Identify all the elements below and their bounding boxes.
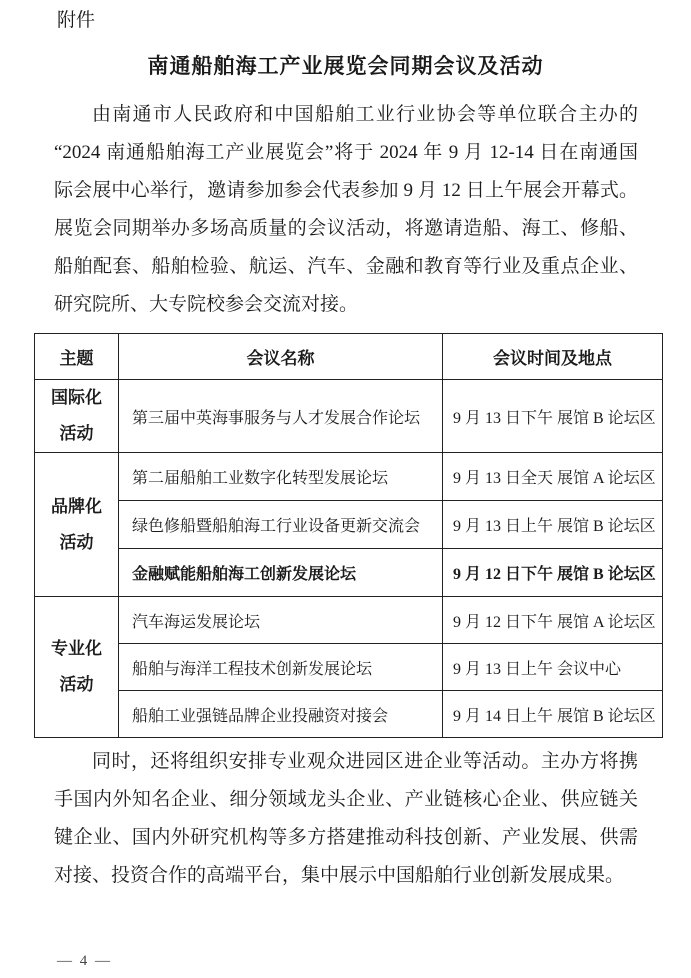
table-row [35, 691, 663, 738]
meeting-name-cell: 第二届船舶工业数字化转型发展论坛 [119, 453, 443, 501]
meeting-name-cell: 船舶与海洋工程技术创新发展论坛 [119, 644, 443, 691]
intro-line: 船舶配套、船舶检验、航运、汽车、金融和教育等行业及重点企业、 [54, 256, 638, 277]
intro-line: “2024 南通船舶海工产业展览会”将于 2024 年 9 月 12-14 日在南通国 [54, 142, 638, 163]
theme-line: 国际化 [51, 388, 102, 408]
meeting-time-cell: 9 月 13 日上午 展馆 B 论坛区 [443, 501, 663, 549]
table-row [35, 597, 663, 644]
header-time-place: 会议时间及地点 [443, 334, 663, 380]
table-row [35, 453, 663, 501]
outro-paragraph [54, 743, 638, 895]
intro-line: 展览会同期举办多场高质量的会议活动，将邀请造船、海工、修船、 [54, 218, 638, 239]
meeting-name-cell: 金融赋能船舶海工创新发展论坛 [119, 549, 443, 597]
meeting-time-cell: 9 月 13 日上午 会议中心 [443, 644, 663, 691]
theme-line: 活动 [59, 424, 94, 443]
meeting-time-cell: 9 月 12 日下午 展馆 A 论坛区 [443, 597, 663, 644]
intro-line: 由南通市人民政府和中国船舶工业行业协会等单位联合主办的 [92, 104, 638, 125]
theme-line: 专业化 [51, 639, 102, 659]
outro-line: 手国内外知名企业、细分领域龙头企业、产业链核心企业、供应链关 [54, 789, 638, 810]
outro-line: 键企业、国内外研究机构等多方搭建推动科技创新、产业发展、供需 [54, 827, 638, 848]
table-row [35, 501, 663, 549]
attachment-label: 附件 [57, 10, 96, 31]
header-theme: 主题 [35, 334, 119, 380]
theme-line: 品牌化 [51, 496, 102, 516]
theme-line: 活动 [59, 532, 94, 552]
table-header-row [35, 334, 663, 380]
document-title: 南通船舶海工产业展览会同期会议及活动 [147, 54, 544, 78]
meeting-time-cell: 9 月 14 日上午 展馆 B 论坛区 [443, 691, 663, 738]
intro-line: 际会展中心举行，邀请参加参会代表参加 9 月 12 日上午展会开幕式。 [54, 180, 638, 201]
theme-cell-international [35, 380, 119, 453]
theme-cell-brand [35, 453, 119, 597]
table-row-emphasized [35, 549, 663, 597]
header-meeting-name: 会议名称 [119, 334, 443, 380]
meeting-name-cell: 第三届中英海事服务与人才发展合作论坛 [119, 380, 443, 453]
meeting-time-cell: 9 月 13 日全天 展馆 A 论坛区 [443, 453, 663, 501]
meeting-name-cell: 绿色修船暨船舶海工行业设备更新交流会 [119, 501, 443, 549]
theme-cell-professional [35, 597, 119, 738]
table-row [35, 380, 663, 453]
outro-line: 对接、投资合作的高端平台，集中展示中国船舶行业创新发展成果。 [54, 865, 625, 886]
meeting-time-cell: 9 月 13 日下午 展馆 B 论坛区 [443, 380, 663, 453]
meeting-schedule-table [34, 333, 663, 738]
intro-line: 研究院所、大专院校参会交流对接。 [54, 294, 359, 315]
table-row [35, 644, 663, 691]
meeting-name-cell: 船舶工业强链品牌企业投融资对接会 [119, 691, 443, 738]
page-number: — 4 — [57, 953, 112, 969]
meeting-name-cell: 汽车海运发展论坛 [119, 597, 443, 644]
intro-paragraph [54, 96, 638, 324]
meeting-time-cell: 9 月 12 日下午 展馆 B 论坛区 [443, 549, 663, 597]
theme-line: 活动 [59, 675, 94, 694]
outro-line: 同时，还将组织安排专业观众进园区进企业等活动。主办方将携 [92, 751, 638, 772]
